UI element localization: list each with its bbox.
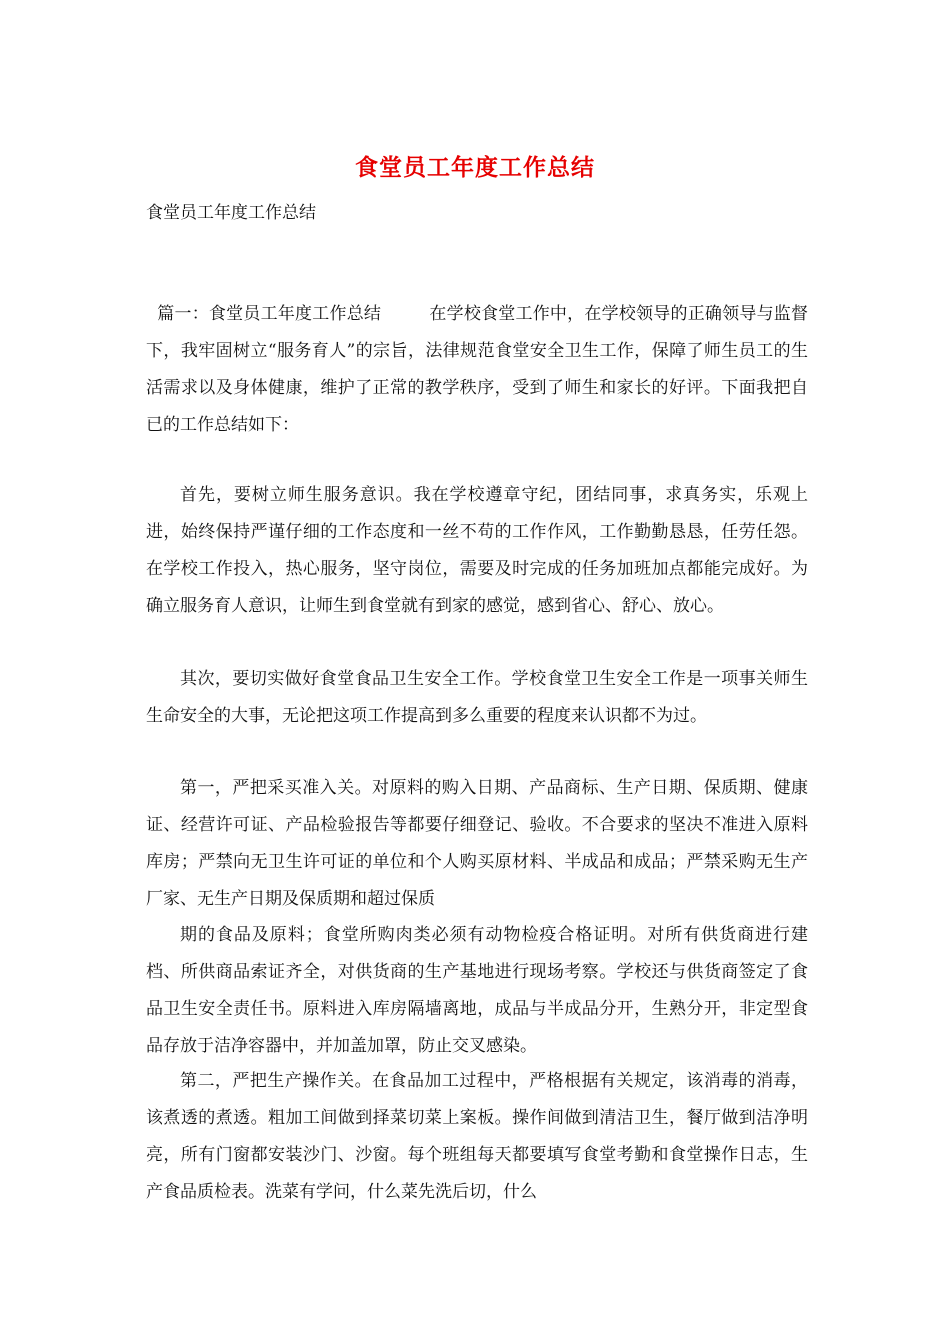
paragraph-purchasing-continued: 期的食品及原料；食堂所购肉类必须有动物检疫合格证明。对所有供货商进行建档、所供商品索证齐全，对供货商的生产基地进行现场考察。学校还与供货商签定了食品卫生安全责任书。原料进入库房隔墙离地，成品与半成品分开，生熟分开，非定型食品存放于洁净容器中，并加盖加罩，防止交叉感染。 (146, 925, 808, 1056)
paragraph-service-awareness: 首先，要树立师生服务意识。我在学校遵章守纪，团结同事，求真务实，乐观上进，始终保持严谨仔细的工作态度和一丝不苟的工作作风，工作勤勤恳恳，任劳任怨。在学校工作投入，热心服务，坚守岗位，需要及时完成的任务加班加点都能完成好。为确立服务育人意识，让师生到食堂就有到家的感觉，感到省心、舒心、放心。 (146, 485, 808, 616)
document-title: 食堂员工年度工作总结 (355, 154, 595, 181)
paragraph-production: 第二，严把生产操作关。在食品加工过程中，严格根据有关规定，该消毒的消毒，该煮透的煮透。粗加工间做到择菜切菜上案板。操作间做到清洁卫生，餐厅做到洁净明亮，所有门窗都安装沙门、沙窗。每个班组每天都要填写食堂考勤和食堂操作日志，生产食品质检表。洗菜有学问，什么菜先洗后切，什么 (146, 1071, 808, 1202)
intro-paragraph (146, 296, 808, 444)
intro-label: 篇一：食堂员工年度工作总结 (157, 304, 382, 324)
paragraph-food-safety: 其次，要切实做好食堂食品卫生安全工作。学校食堂卫生安全工作是一项事关师生生命安全的大事，无论把这项工作提高到多么重要的程度来认识都不为过。 (146, 669, 808, 726)
paragraph-purchasing: 第一，严把采买准入关。对原料的购入日期、产品商标、生产日期、保质期、健康证、经营许可证、产品检验报告等都要仔细登记、验收。不合要求的坚决不准进入原料库房；严禁向无卫生许可证的单位和个人购买原材料、半成品和成品；严禁采购无生产厂家、无生产日期及保质期和超过保质 (146, 778, 808, 909)
document-subtitle: 食堂员工年度工作总结 (146, 203, 316, 223)
intro-text: 在学校食堂工作中，在学校领导的正确领导与监督下，我牢固树立“服务育人”的宗旨，法律规范食堂安全卫生工作，保障了师生员工的生活需求以及身体健康，维护了正常的教学秩序，受到了师生和家长的好评。下面我把自已的工作总结如下： (146, 304, 809, 435)
